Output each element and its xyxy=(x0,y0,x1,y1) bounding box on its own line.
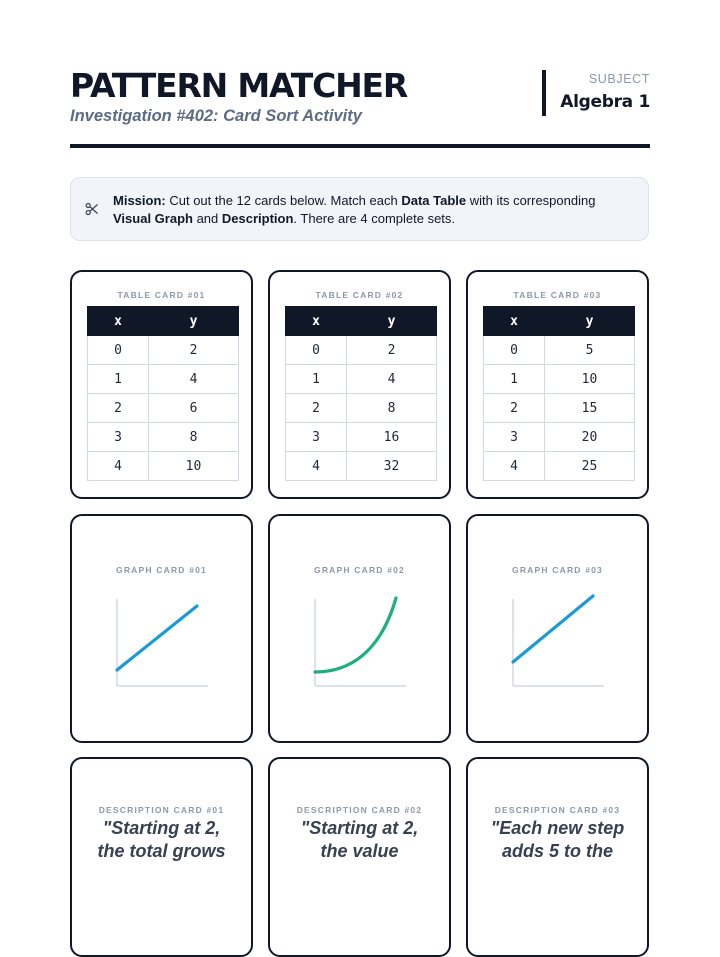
description-text xyxy=(476,817,639,863)
description-card xyxy=(70,757,253,957)
cell-x: 1 xyxy=(88,365,149,394)
cell-x: 3 xyxy=(88,423,149,452)
cell-x: 2 xyxy=(286,394,347,423)
description-card xyxy=(268,757,451,957)
card-label: TABLE CARD #01 xyxy=(117,290,206,300)
table-row xyxy=(286,394,437,423)
table-row xyxy=(484,423,635,452)
description-line: "Starting at 2, xyxy=(300,818,419,838)
cell-y: 25 xyxy=(545,452,635,481)
cell-y: 4 xyxy=(347,365,437,394)
description-line: adds 5 to the xyxy=(501,841,613,861)
cell-x: 4 xyxy=(286,452,347,481)
line-graph xyxy=(112,594,212,694)
cell-x: 1 xyxy=(286,365,347,394)
curve-graph xyxy=(310,594,410,694)
table-row xyxy=(88,423,239,452)
table-row xyxy=(88,336,239,365)
cell-y: 2 xyxy=(347,336,437,365)
card-label: GRAPH CARD #01 xyxy=(116,565,207,575)
subject-label: SUBJECT xyxy=(588,72,650,86)
mission-lead: Mission: xyxy=(113,193,166,208)
cell-y: 10 xyxy=(545,365,635,394)
column-header-x: x xyxy=(484,307,545,336)
table-row xyxy=(484,394,635,423)
description-line: "Starting at 2, xyxy=(102,818,221,838)
card-label: TABLE CARD #02 xyxy=(315,290,404,300)
description-line: the value xyxy=(320,841,399,861)
card-label: DESCRIPTION CARD #03 xyxy=(494,805,621,815)
cell-x: 3 xyxy=(286,423,347,452)
description-line: "Each new step xyxy=(490,818,625,838)
cell-x: 0 xyxy=(286,336,347,365)
graph-card xyxy=(466,514,649,743)
table-row xyxy=(286,365,437,394)
cell-y: 10 xyxy=(149,452,239,481)
table-row xyxy=(484,365,635,394)
cell-y: 5 xyxy=(545,336,635,365)
graph-card xyxy=(268,514,451,743)
column-header-x: x xyxy=(88,307,149,336)
mission-box xyxy=(70,177,649,241)
scissors-icon xyxy=(85,202,99,216)
page-subtitle: Investigation #402: Card Sort Activity xyxy=(70,107,362,125)
table-row xyxy=(286,452,437,481)
card-label: GRAPH CARD #03 xyxy=(512,565,603,575)
table-row xyxy=(88,452,239,481)
graph-curve xyxy=(315,598,396,672)
table-row xyxy=(286,336,437,365)
card-label: DESCRIPTION CARD #02 xyxy=(296,805,423,815)
graph-card xyxy=(70,514,253,743)
cell-x: 4 xyxy=(88,452,149,481)
cell-y: 15 xyxy=(545,394,635,423)
cell-x: 2 xyxy=(484,394,545,423)
description-card xyxy=(466,757,649,957)
description-text xyxy=(278,817,441,863)
cell-y: 8 xyxy=(347,394,437,423)
column-header-y: y xyxy=(149,307,239,336)
column-header-y: y xyxy=(347,307,437,336)
cell-x: 1 xyxy=(484,365,545,394)
cell-x: 2 xyxy=(88,394,149,423)
data-table xyxy=(87,306,239,481)
mission-text xyxy=(113,192,633,228)
column-header-x: x xyxy=(286,307,347,336)
cell-y: 6 xyxy=(149,394,239,423)
table-card xyxy=(268,270,451,499)
cell-y: 4 xyxy=(149,365,239,394)
card-label: DESCRIPTION CARD #01 xyxy=(98,805,225,815)
table-row xyxy=(88,394,239,423)
mission-text-2: with its corresponding xyxy=(466,193,596,208)
table-row xyxy=(484,452,635,481)
cell-y: 16 xyxy=(347,423,437,452)
cell-y: 2 xyxy=(149,336,239,365)
data-table xyxy=(483,306,635,481)
cell-y: 8 xyxy=(149,423,239,452)
subject-value: Algebra 1 xyxy=(560,92,650,112)
mission-bold-visual-graph: Visual Graph xyxy=(113,211,193,226)
description-line: the total grows xyxy=(97,841,226,861)
line-graph xyxy=(508,594,608,694)
table-row xyxy=(484,336,635,365)
mission-text-4: . There are 4 complete sets. xyxy=(293,211,456,226)
table-card xyxy=(466,270,649,499)
description-text xyxy=(80,817,243,863)
graph-curve xyxy=(513,596,593,662)
mission-text-1: Cut out the 12 cards below. Match each xyxy=(165,193,402,208)
data-table xyxy=(285,306,437,481)
graph-curve xyxy=(117,606,197,670)
cell-x: 4 xyxy=(484,452,545,481)
mission-text-3: and xyxy=(192,211,222,226)
table-card xyxy=(70,270,253,499)
card-label: TABLE CARD #03 xyxy=(513,290,602,300)
cell-y: 32 xyxy=(347,452,437,481)
cell-x: 0 xyxy=(88,336,149,365)
cell-x: 0 xyxy=(484,336,545,365)
table-row xyxy=(88,365,239,394)
mission-bold-description: Description xyxy=(221,211,294,226)
table-row xyxy=(286,423,437,452)
mission-bold-data-table: Data Table xyxy=(401,193,467,208)
subject-box xyxy=(542,70,650,116)
cell-y: 20 xyxy=(545,423,635,452)
card-label: GRAPH CARD #02 xyxy=(314,565,405,575)
column-header-y: y xyxy=(545,307,635,336)
header-divider xyxy=(70,144,650,148)
cell-x: 3 xyxy=(484,423,545,452)
page-title: PATTERN MATCHER xyxy=(70,66,408,105)
